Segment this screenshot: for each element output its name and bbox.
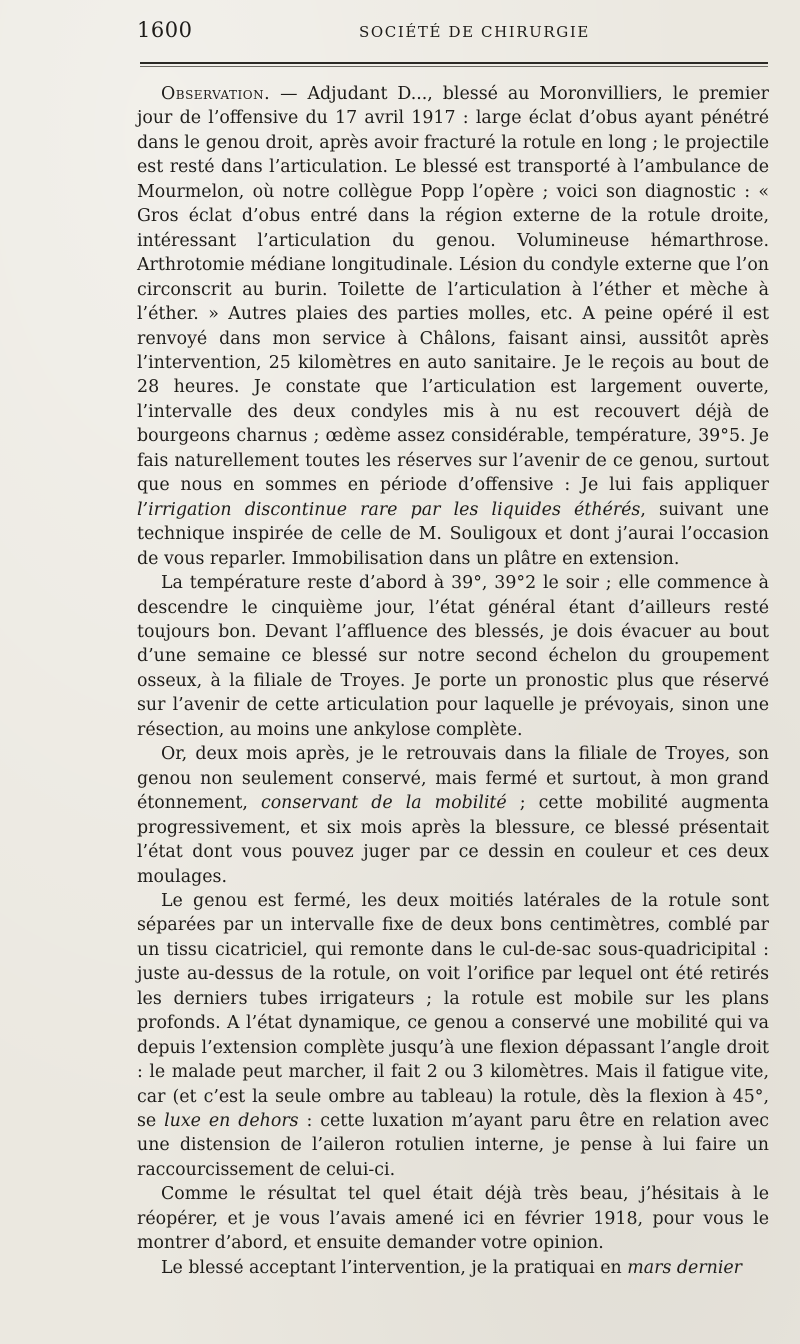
paragraph-text-after: : cette luxation m’ayant paru être en relation avec une distension de l’aileron rotulien interne, je pense à lui faire un raccourcissement de celui-ci. <box>137 1111 769 1180</box>
page-number: 1600 <box>137 18 193 42</box>
paragraph-text: Le blessé acceptant l’intervention, je la pratiquai en <box>161 1257 628 1278</box>
paragraph-two-months <box>137 742 769 889</box>
paragraph-italic: l’irrigation discontinue rare par les liquides éthérés <box>137 499 641 520</box>
header-rule-thin <box>140 66 768 67</box>
paragraph-text: Comme le résultat tel quel était déjà très beau, j’hésitais à le réopérer, et je vous l’avais amené ici en février 1918, pour vous le montrer d’abord, et ensuite demander votre opinion. <box>137 1184 769 1254</box>
paragraph-intervention <box>137 1256 769 1280</box>
header-rule <box>140 62 768 64</box>
paragraph-italic: mars dernier <box>627 1257 742 1278</box>
paragraph-temperature <box>137 571 769 742</box>
paragraph-text: — Adjudant D..., blessé au Moronvilliers, le premier jour de l’offensive du 17 avril 1917 : large éclat d’obus ayant pénétré dans le genou droit, après avoir fracturé la rotule en long ; le projectile est resté dans l’articulation. Le blessé est transporté à l’ambulance de Mourmelon, où notre collègue Popp l’opère ; voici son diagnostic : « Gros éclat d’obus entré dans la région externe de la rotule droite, intéressant l’articulation du genou. Volumineuse hémarthrose. Arthrotomie médiane longitudinale. Lésion du condyle externe que l’on circonscrit au burin. Toilette de l’articulation à l’éther et mèche à l’éther. » Autres plaies des parties molles, etc. A peine opéré il est renvoyé dans mon service à Châlons, faisant ainsi, aussitôt après l’intervention, 25 kilomètres en auto sanitaire. Je le reçois au bout de 28 heures. Je constate que l’articulation est largement ouverte, l’intervalle des deux condyles mis à nu est recouvert déjà de bourgeons charnus ; œdème assez considérable, température, 39°5. Je fais naturellement toutes les réserves sur l’avenir de ce genou, surtout que nous en sommes en période d’offensive : Je lui fais appliquer <box>137 84 769 496</box>
paragraph-text: Le genou est fermé, les deux moitiés latérales de la rotule sont séparées par un intervalle fixe de deux bons centimètres, comblé par un tissu cicatriciel, qui remonte dans le cul-de-sac sous-quadricipital : juste au-dessus de la rotule, on voit l’orifice par lequel ont été retirés les derniers tubes irrigateurs ; la rotule est mobile sur les plans profonds. A l’état dynamique, ce genou a conservé une mobilité qui va depuis l’extension complète jusqu’à une flexion dépassant l’angle droit : le malade peut marcher, il fait 2 ou 3 kilomètres. Mais il fatigue vite, car (et c’est la seule ombre au tableau) la rotule, dès la flexion à 45°, se <box>137 890 769 1132</box>
observation-label: Observation. <box>161 84 271 104</box>
paragraph-italic: conservant de la mobilité <box>260 793 507 814</box>
paragraph-result <box>137 1182 769 1255</box>
article-body <box>137 82 769 1280</box>
paragraph-text-after: , suivant une technique inspirée de celle de M. Souligoux et dont j’aurai l’occasion de vous reparler. Immobilisation dans un plâtre en extension. <box>137 499 769 569</box>
page-header <box>137 18 769 48</box>
running-title: SOCIÉTÉ DE CHIRURGIE <box>359 23 590 41</box>
paragraph-italic: luxe en dehors <box>164 1111 299 1132</box>
paragraph-text: Or, deux mois après, je le retrouvais dans la filiale de Troyes, son genou non seulement conservé, mais fermé et surtout, à mon grand étonnement, <box>137 744 769 814</box>
paragraph-observation <box>137 82 769 571</box>
paragraph-knee-state <box>137 889 769 1182</box>
paragraph-text: La température reste d’abord à 39°, 39°2 le soir ; elle commence à descendre le cinquième jour, l’état général étant d’ailleurs resté toujours bon. Devant l’affluence des blessés, je dois évacuer au bout d’une semaine ce blessé sur notre second échelon du groupement osseux, à la filiale de Troyes. Je porte un pronostic plus que réservé sur l’avenir de cette articulation pour laquelle je prévoyais, sinon une résection, au moins une ankylose complète. <box>137 573 769 740</box>
paragraph-text-after: ; cette mobilité augmenta progressivement, et six mois après la blessure, ce blessé présentait l’état dont vous pouvez juger par ce dessin en couleur et ces deux moulages. <box>137 793 769 887</box>
